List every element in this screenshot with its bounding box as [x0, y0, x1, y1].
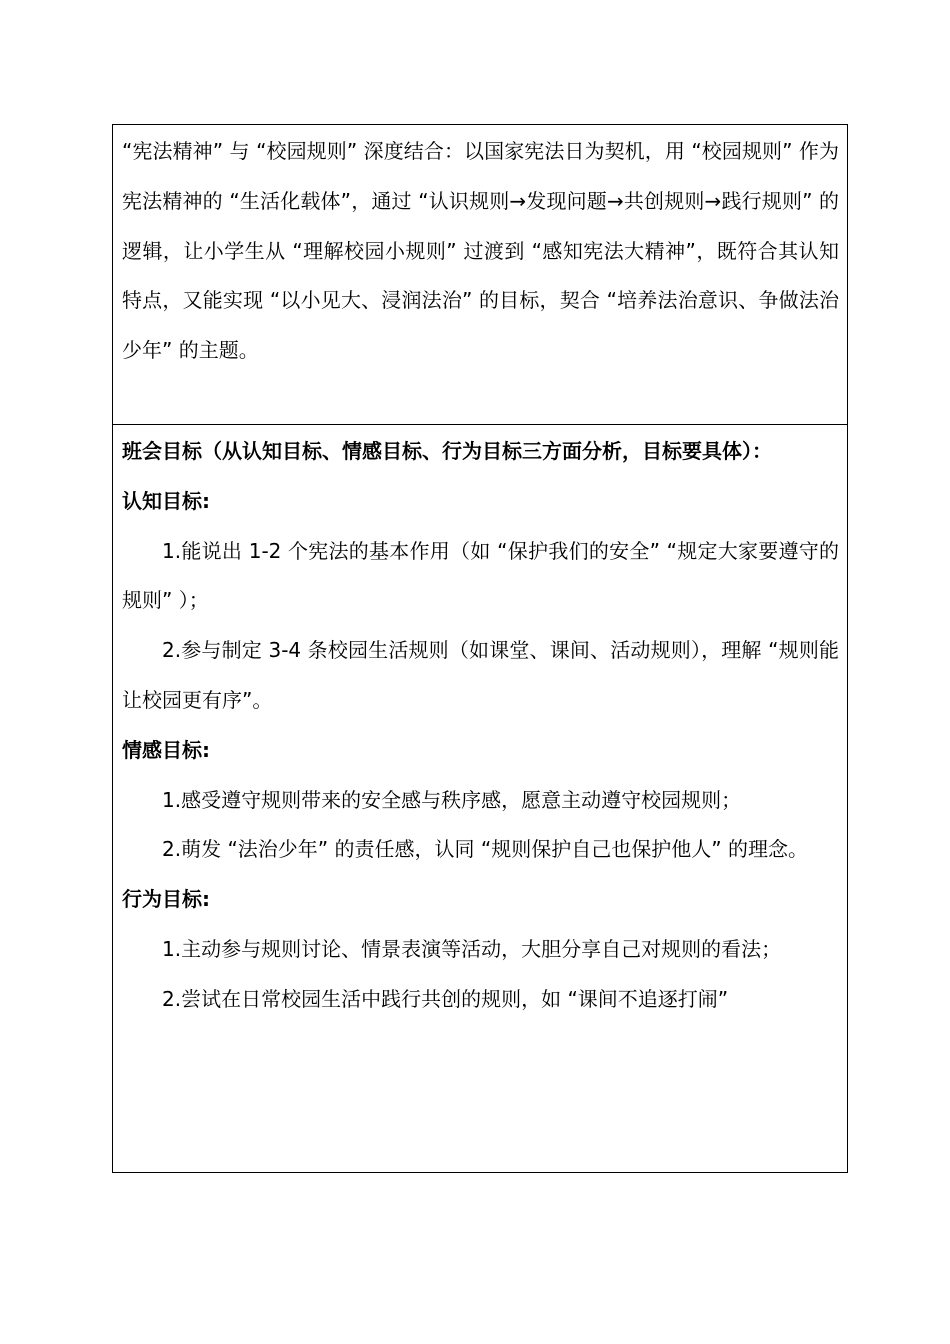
design-rationale-cell [113, 125, 848, 425]
emotional-goals-title: 情感目标: [122, 737, 210, 762]
behavioral-goal-item: 2.尝试在日常校园生活中践行共创的规则，如 “课间不追逐打闹” [162, 986, 729, 1011]
cognitive-goal-item: 2.参与制定 3-4 条校园生活规则（如课堂、课间、活动规则），理解 “规则能让校园更有序”。 [122, 638, 839, 712]
intro-paragraph: “宪法精神” 与 “校园规则” 深度结合：以国家宪法日为契机，用 “校园规则” 作为宪法精神的 “生活化载体”，通过 “认识规则→发现问题→共创规则→践行规则” 的逻辑，让小学生从 “理解校园小规则” 过渡到 “感知宪法大精神”，既符合其认知特点，又能实现 “以小见大、浸润法治” 的目标，契合 “培养法治意识、争做法治少年” 的主题。 [122, 139, 839, 363]
table-row [113, 425, 848, 1173]
behavioral-goal-item: 1.主动参与规则讨论、情景表演等活动，大胆分享自己对规则的看法； [162, 936, 782, 961]
emotional-goal-item: 2.萌发 “法治少年” 的责任感，认同 “规则保护自己也保护他人” 的理念。 [162, 837, 808, 862]
table-row [113, 125, 848, 425]
class-goals-cell [113, 425, 848, 1173]
lesson-plan-table [112, 124, 848, 1173]
cognitive-goal-item: 1.能说出 1-2 个宪法的基本作用（如 “保护我们的安全” “规定大家要遵守的规则” ）； [122, 538, 839, 613]
behavioral-goals-title: 行为目标: [122, 887, 210, 912]
cognitive-goals-title: 认知目标: [122, 488, 210, 513]
goals-heading: 班会目标（从认知目标、情感目标、行为目标三方面分析，目标要具体）： [122, 439, 772, 463]
emotional-goal-item: 1.感受遵守规则带来的安全感与秩序感，愿意主动遵守校园规则； [162, 787, 742, 812]
